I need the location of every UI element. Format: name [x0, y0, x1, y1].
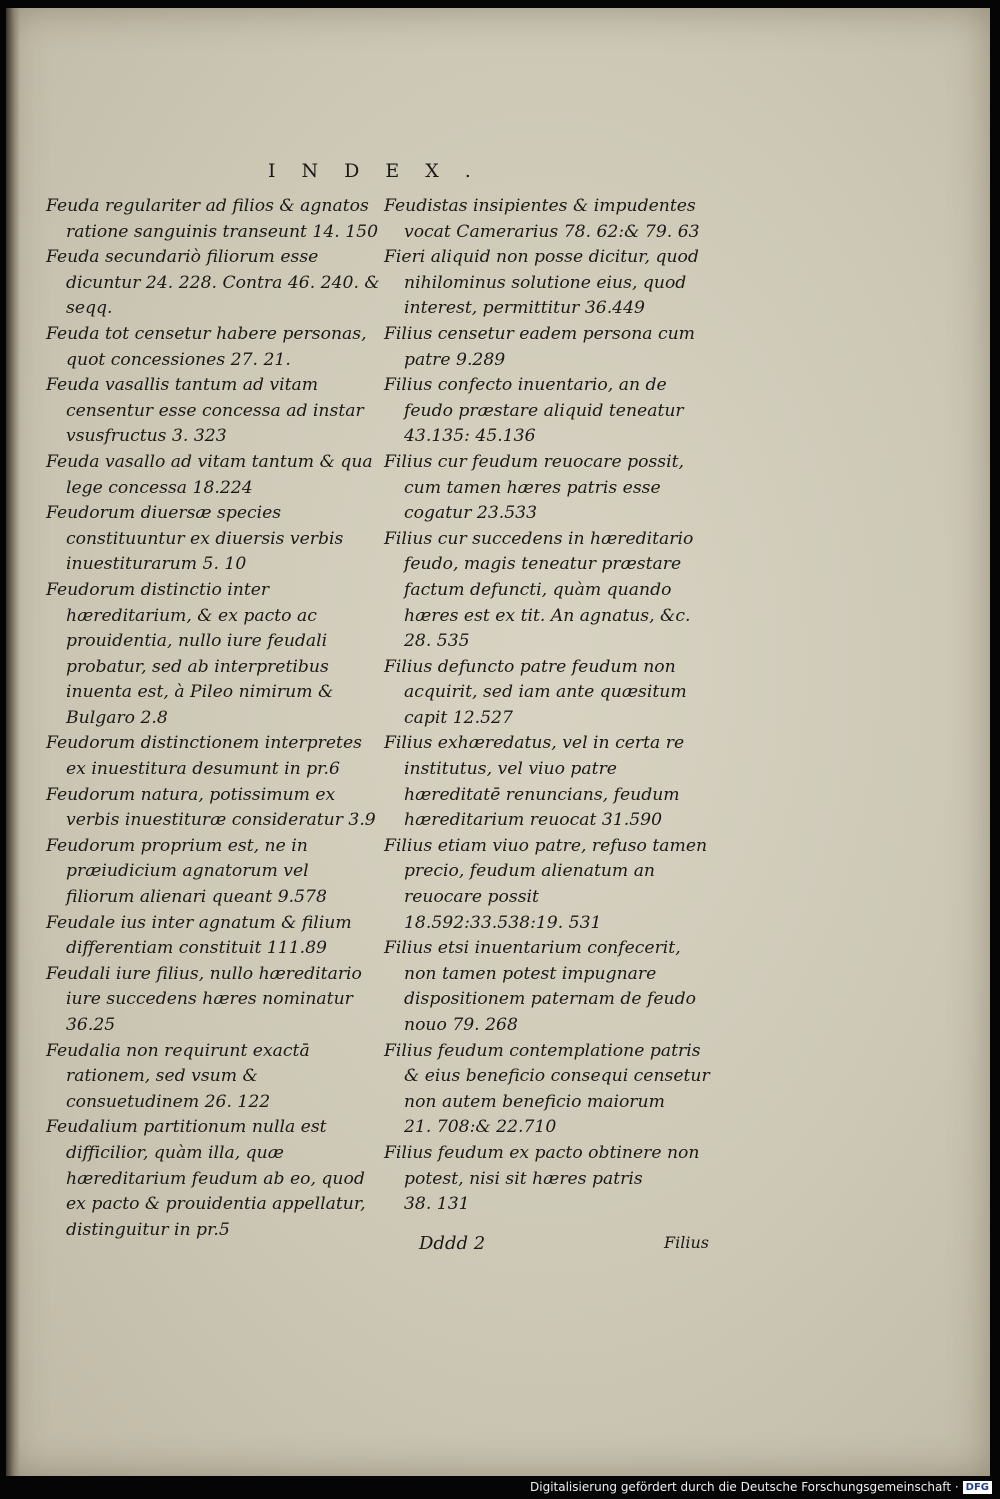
entry-reference: in pr.6 — [284, 759, 340, 780]
index-entry — [46, 322, 380, 373]
entry-reference: 111.89 — [266, 938, 327, 959]
catchword: Filius — [664, 1233, 709, 1252]
entry-reference: 14. 150 — [312, 221, 379, 242]
entry-text: Feuda regulariter ad filios & agnatos ratione sanguinis transeunt — [46, 196, 369, 242]
entry-reference: 79. 268 — [452, 1015, 518, 1035]
index-entry — [384, 194, 712, 245]
entry-text: Feudorum natura, potissimum ex verbis inuestituræ consideratur — [46, 784, 343, 831]
entry-reference: 3.9 — [348, 810, 376, 831]
entry-reference: 9.578 — [277, 887, 327, 908]
entry-text: Feudorum distinctio inter hæreditarium, & ex pacto ac prouidentia, nullo iure feudali probatur, sed ab interpretibus inuenta est, à Pileo nimirum & Bulgaro — [46, 579, 334, 728]
index-entry — [46, 783, 380, 834]
entry-reference: 78. 62:& 79. 63 — [563, 221, 700, 242]
index-entry — [46, 450, 380, 501]
index-entry — [46, 1039, 380, 1116]
entry-reference: 36.449 — [584, 298, 645, 319]
entry-text: Filius etsi inuentarium confecerit, non tamen potest impugnare dispositionem paternam de feudo nouo — [384, 938, 696, 1035]
index-entry — [384, 936, 712, 1038]
entry-text: Feuda secundariò filiorum esse dicuntur 24. 228. Contra 46. 240. & seqq. — [46, 247, 380, 319]
page-header: INDEX. — [268, 160, 497, 182]
index-column-left — [46, 194, 380, 1243]
entry-text: Feuda tot censetur habere personas, quot concessiones — [46, 323, 367, 370]
entry-text: Filius defuncto patre feudum non acquirit, sed iam ante quæsitum capit — [384, 656, 687, 728]
entry-text: Feudale ius inter agnatum & filium differentiam constituit — [46, 912, 352, 959]
entry-text: Filius cur succedens in hæreditario feudo, magis teneatur præstare factum defuncti, quàm quando hæres est ex tit. An agnatus, &c. — [384, 528, 694, 626]
entry-reference: 38. 131 — [404, 1194, 470, 1215]
digitization-credit — [530, 1479, 992, 1495]
entry-text: Filius censetur eadem persona cum patre — [384, 323, 695, 370]
index-entry — [384, 373, 712, 450]
entry-reference: 12.527 — [452, 707, 513, 728]
entry-text: Filius feudum ex pacto obtinere non potest, nisi sit hæres patris — [384, 1142, 700, 1189]
entry-reference: 31.590 — [601, 810, 663, 831]
index-entry — [46, 731, 380, 782]
entry-reference: 9.289 — [456, 349, 506, 370]
index-entry — [46, 373, 380, 450]
page-spine-shadow — [6, 8, 20, 1476]
entry-text: Feudorum diuersæ species constituuntur ex diuersis verbis inuestiturarum — [46, 503, 344, 575]
entry-text: Feudali iure filius, nullo hæreditario iure succedens hæres nominatur — [46, 963, 362, 1010]
dfg-logo: DFG — [963, 1481, 992, 1494]
index-entry — [384, 450, 712, 527]
index-entry — [384, 245, 712, 322]
index-entry — [46, 834, 380, 911]
book-page — [6, 8, 990, 1476]
index-entry — [46, 194, 380, 245]
index-entry — [384, 527, 712, 655]
entry-reference: 18.224 — [192, 477, 253, 498]
entry-text: Feudalium partitionum nulla est difficilior, quàm illa, quæ hæreditarium feudum ab eo, quod ex pacto & prouidentia appellatur, distinguitur — [46, 1117, 366, 1240]
entry-text: Filius exhæredatus, vel in certa re institutus, vel viuo patre hæreditatē renuncians, feudum hæreditarium reuocat — [384, 733, 685, 831]
entry-text: Filius etiam viuo patre, refuso tamen precio, feudum alienatum an reuocare possit — [384, 835, 708, 908]
entry-reference: 21. 708:& 22.710 — [404, 1117, 557, 1138]
entry-text: Filius confecto inuentario, an de feudo præstare aliquid teneatur — [384, 375, 684, 421]
index-entry — [384, 1039, 712, 1141]
index-entry — [46, 578, 380, 732]
entry-reference: 2.8 — [140, 707, 168, 728]
index-entry — [384, 655, 712, 732]
index-entry — [384, 834, 712, 936]
entry-reference: 3. 323 — [171, 426, 227, 447]
index-entry — [384, 322, 712, 373]
index-entry — [46, 501, 380, 578]
entry-text: Filius feudum contemplatione patris & eius beneficio consequi censetur non autem beneficio maiorum — [384, 1040, 710, 1112]
entry-reference: 43.135: 45.136 — [404, 426, 536, 447]
entry-reference: 27. 21. — [230, 349, 291, 370]
entry-text: Filius cur feudum reuocare possit, cum tamen hæres patris esse cogatur — [384, 451, 684, 524]
entry-reference: 28. 535 — [404, 631, 470, 652]
entry-text: Feudorum distinctionem interpretes ex inuestitura desumunt — [46, 733, 362, 780]
index-entry — [46, 245, 380, 322]
signature-mark: Dddd 2 — [419, 1233, 486, 1254]
index-entry — [384, 1141, 712, 1218]
entry-text: Feudistas insipientes & impudentes vocat Camerarius — [384, 196, 696, 242]
index-column-right — [384, 194, 712, 1218]
index-entry — [46, 962, 380, 1039]
entry-text: Fieri aliquid non posse dicitur, quod nihilominus solutione eius, quod interest, permittitur — [384, 247, 699, 319]
entry-reference: 18.592:33.538:19. 531 — [404, 912, 602, 933]
credit-text: Digitalisierung gefördert durch die Deutsche Forschungsgemeinschaft · — [530, 1480, 959, 1494]
entry-text: Feudalia non requirunt exactā rationem, sed vsum & consuetudinem — [46, 1040, 310, 1112]
index-entry — [46, 1115, 380, 1243]
index-entry — [46, 911, 380, 962]
entry-reference: 23.533 — [476, 503, 538, 524]
index-entry — [384, 731, 712, 833]
entry-text: Feudorum proprium est, ne in præiudicium agnatorum vel filiorum alienari queant — [46, 835, 309, 908]
entry-reference: 36.25 — [66, 1015, 116, 1035]
entry-text: Feuda vasallis tantum ad vitam censentur esse concessa ad instar vsusfructus — [46, 375, 364, 447]
entry-text: Feuda vasallo ad vitam tantum & qua lege concessa — [46, 451, 373, 498]
entry-reference: in pr.5 — [174, 1219, 230, 1240]
entry-reference: 5. 10 — [202, 554, 247, 575]
entry-reference: 26. 122 — [204, 1091, 271, 1112]
